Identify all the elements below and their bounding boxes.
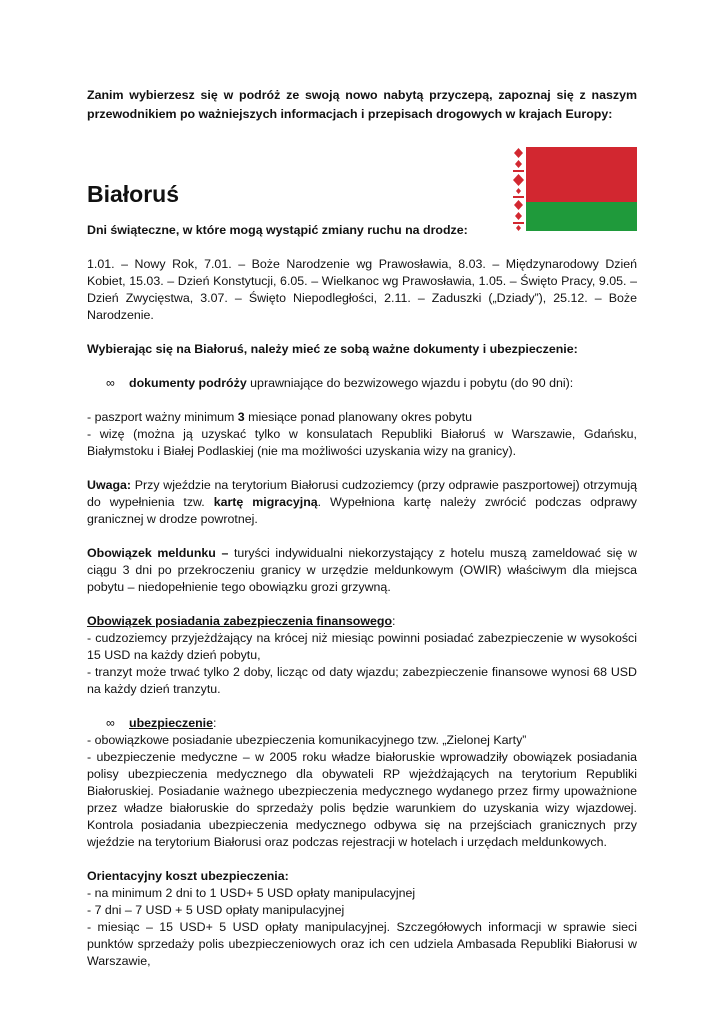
- registration-text: turyści indywidualni niekorzystający z hotelu muszą zameldować się w ciągu 3 dni po przekroczeniu granicy w urzędzie meldunkowym (OWIR) właściwym dla miejsca pobytu – niedopełnienie tego obowiązku grozi grzywną.: [87, 546, 637, 594]
- financial-heading-text: Obowiązek posiadania zabezpieczenia finansowego: [87, 614, 393, 628]
- cost-line-1: - na minimum 2 dni to 1 USD+ 5 USD opłaty manipulacyjnej: [87, 886, 416, 900]
- registration-label: Obowiązek meldunku –: [87, 546, 229, 560]
- financial-line-2: - tranzyt może trwać tylko 2 doby, licząc od daty wjazdu; zabezpieczenie finansowe wynosi 68 USD na każdy dzień tranzytu.: [87, 665, 637, 696]
- registration-paragraph: [87, 545, 637, 596]
- note-migration-card: kartę migracyjną: [213, 495, 318, 509]
- insurance-line-1: - obowiązkowe posiadanie ubezpieczenia komunikacyjnego tzw. „Zielonej Karty”: [87, 733, 527, 747]
- intro-paragraph: Zanim wybierzesz się w podróż ze swoją nowo nabytą przyczepą, zapoznaj się z naszym przewodnikiem po ważniejszych informacjach i przepisach drogowych w krajach Europy:: [87, 88, 637, 121]
- note-pre: Przy wjeździe na terytorium Białorusi cudzoziemcy (przy odprawie paszportowej) otrzymują do wypełnienia tzw.: [87, 478, 637, 509]
- infinity-bullet-icon: ∞: [106, 716, 115, 730]
- financial-line-1: - cudzoziemcy przyjeżdżający na krócej niż miesiąc powinni posiadać zabezpieczenie w wysokości 15 USD na każdy dzień pobytu,: [87, 631, 637, 662]
- insurance-bullet: [87, 715, 637, 732]
- documents-heading: Wybierając się na Białoruś, należy mieć ze sobą ważne dokumenty i ubezpieczenie:: [87, 342, 578, 356]
- documents-rest: uprawniające do bezwizowego wjazdu i pobytu (do 90 dni):: [246, 376, 574, 390]
- passport-line: [87, 409, 637, 426]
- passport-months: 3: [237, 410, 245, 424]
- infinity-bullet-icon: ∞: [106, 376, 115, 390]
- financial-colon: :: [392, 614, 396, 628]
- insurance-label: ubezpieczenie: [129, 716, 214, 730]
- cost-line-3: - miesiąc – 15 USD+ 5 USD opłaty manipulacyjnej. Szczegółowych informacji w sprawie sieci punktów sprzedaży polis ubezpieczeniowych oraz ich cen udziela Ambasada Republiki Białorusi w Warszawie,: [87, 920, 637, 968]
- note-label: Uwaga:: [87, 478, 132, 492]
- note-post: . Wypełniona kartę należy zwrócić podczas odprawy granicznej w drodze powrotnej.: [87, 495, 637, 526]
- passport-pre: - paszport ważny minimum: [87, 410, 238, 424]
- note-paragraph: [87, 477, 637, 528]
- insurance-colon: :: [213, 716, 217, 730]
- documents-bullet: [87, 375, 637, 392]
- holidays-heading: Dni świąteczne, w które mogą wystąpić zmiany ruchu na drodze:: [87, 223, 468, 237]
- cost-line-2: - 7 dni – 7 USD + 5 USD opłaty manipulacyjnej: [87, 903, 345, 917]
- document-body: [87, 86, 637, 970]
- page-title: Białoruś: [87, 181, 180, 207]
- cost-heading: Orientacyjny koszt ubezpieczenia:: [87, 869, 289, 883]
- financial-heading: [87, 613, 637, 630]
- holidays-text: 1.01. – Nowy Rok, 7.01. – Boże Narodzenie wg Prawosławia, 8.03. – Międzynarodowy Dzień Kobiet, 15.03. – Dzień Konstytucji, 6.05. – Wielkanoc wg Prawosławia, 1.05. – Święto Pracy, 9.05. – Dzień Zwycięstwa, 3.07. – Święto Niepodległości, 2.11. – Zaduszki („Dziady”), 25.12. – Boże Narodzenie.: [87, 257, 637, 322]
- visa-line: - wizę (można ją uzyskać tylko w konsulatach Republiki Białoruś w Warszawie, Gdańsku, Białymstoku i Białej Podlaskiej (nie ma możliwości uzyskania wizy na granicy).: [87, 427, 637, 458]
- documents-label: dokumenty podróży: [129, 376, 247, 390]
- passport-post: miesiące ponad planowany okres pobytu: [244, 410, 473, 424]
- insurance-line-2: - ubezpieczenie medyczne – w 2005 roku władze białoruskie wprowadziły obowiązek posiadania polisy ubezpieczenia medycznego dla obywateli RP wjeżdżających na terytorium Republiki Białoruskiej. Posiadanie ważnego ubezpieczenia medycznego wydanego przez firmy upoważnione przez władze białoruskie do sprzedaży polis będzie warunkiem do uzyskania wizy wjazdowej. Kontrola posiadania ubezpieczenia medycznego odbywa się na przejściach granicznych przy wjeździe na terytorium Białorusi oraz podczas rejestracji w hotelach i urzędach meldunkowych.: [87, 750, 637, 849]
